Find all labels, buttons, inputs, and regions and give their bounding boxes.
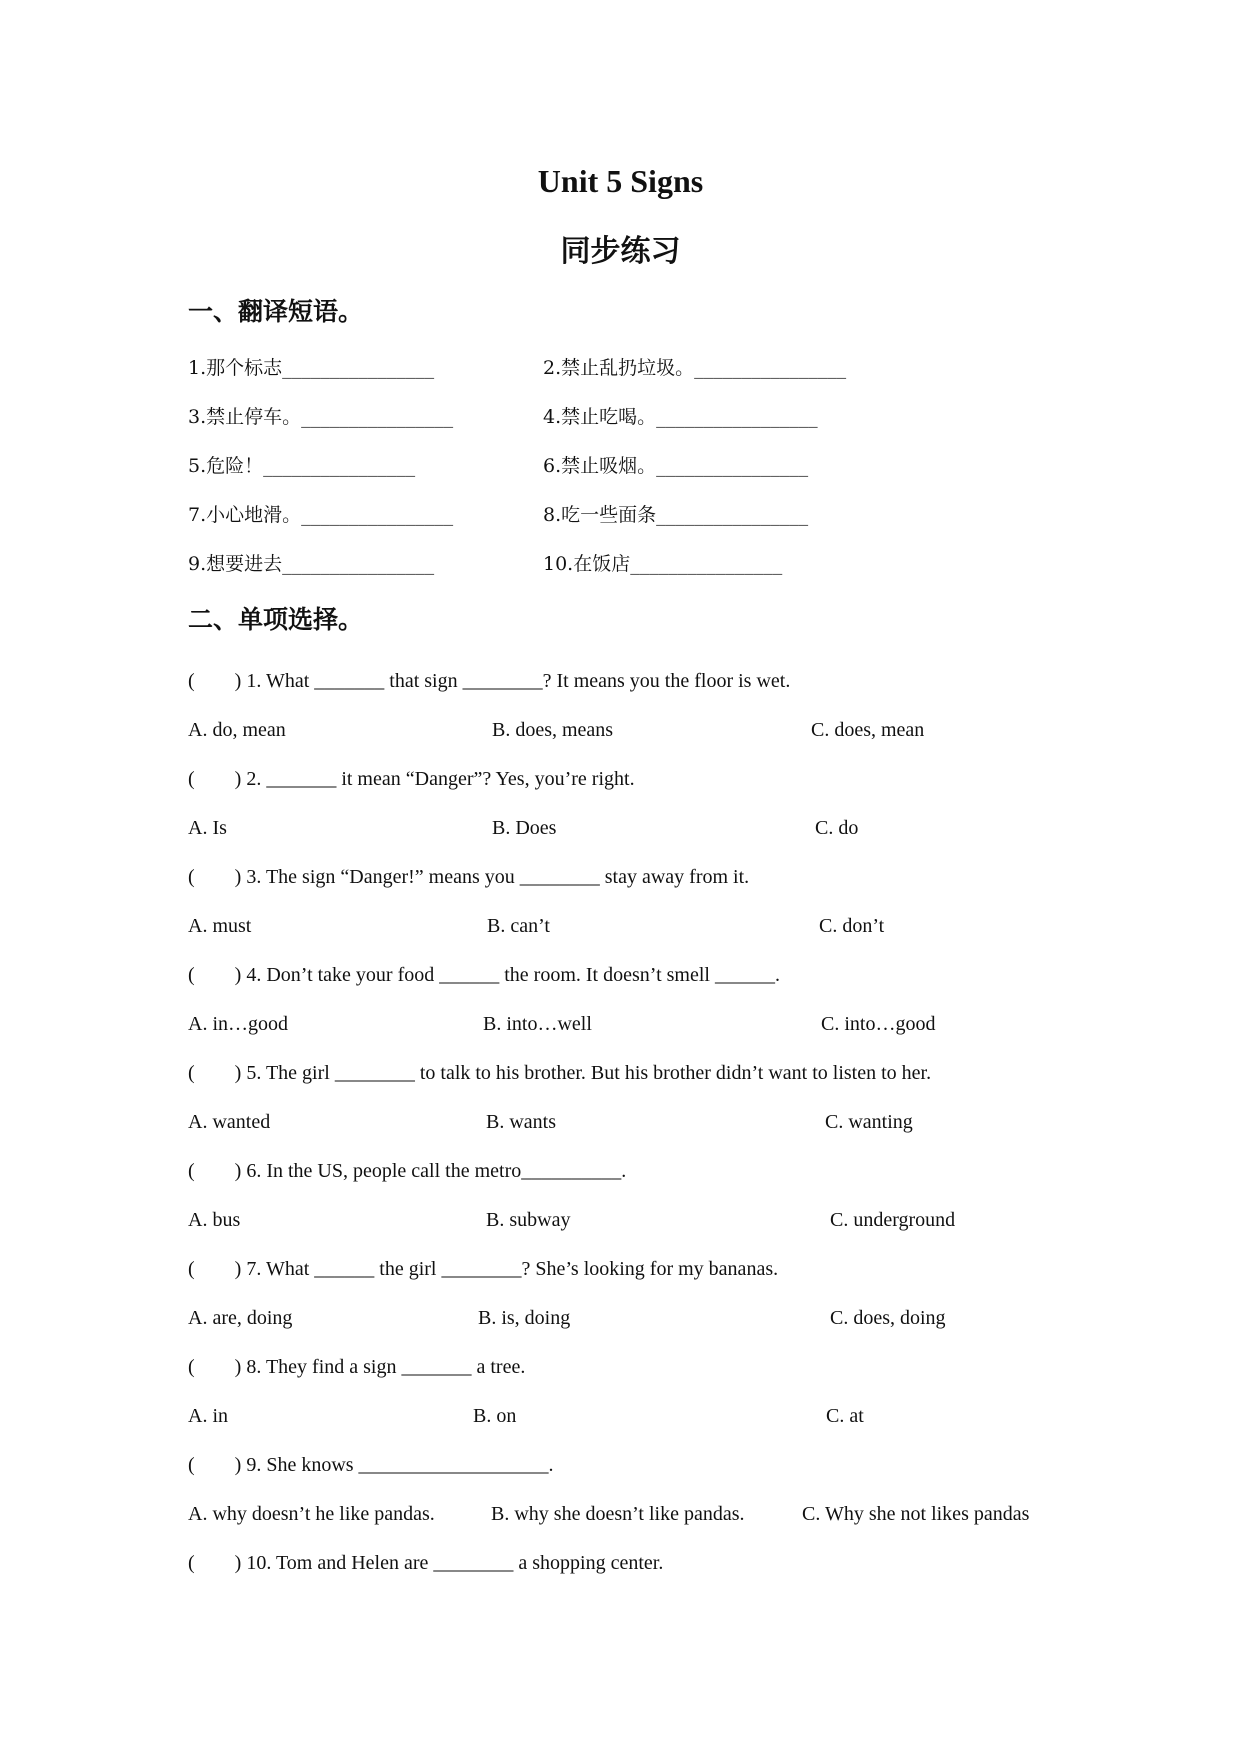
option-b: B. on [473, 1405, 517, 1427]
page-title: Unit 5 Signs [537, 163, 704, 199]
question-stem: ( ) 2. _______ it mean “Danger”? Yes, you’re right. [188, 768, 635, 790]
question-stem: ( ) 6. In the US, people call the metro__________. [188, 1160, 627, 1182]
option-b: B. is, doing [478, 1307, 571, 1329]
option-b: B. does, means [492, 719, 614, 741]
option-b: B. subway [486, 1209, 571, 1231]
phrase-item: 1.那个标志________________ [188, 357, 435, 379]
option-c: C. into…good [821, 1013, 936, 1035]
option-a: A. are, doing [188, 1307, 293, 1329]
phrase-item: 4.禁止吃喝。_________________ [543, 406, 818, 428]
phrase-item: 6.禁止吸烟。________________ [543, 455, 809, 477]
question-stem: ( ) 10. Tom and Helen are ________ a shopping center. [188, 1552, 664, 1574]
phrase-item: 7.小心地滑。________________ [188, 504, 454, 526]
phrase-item: 3.禁止停车。________________ [188, 406, 454, 428]
phrase-item: 8.吃一些面条________________ [543, 504, 809, 526]
option-a: A. do, mean [188, 719, 286, 741]
option-b: B. into…well [483, 1013, 592, 1035]
option-c: C. don’t [819, 915, 885, 937]
question-stem: ( ) 1. What _______ that sign ________? It means you the floor is wet. [188, 670, 791, 692]
option-c: C. does, mean [811, 719, 925, 741]
phrase-item: 2.禁止乱扔垃圾。________________ [543, 357, 847, 379]
option-a: A. must [188, 915, 252, 937]
option-c: C. at [826, 1405, 864, 1427]
option-b: B. Does [492, 817, 557, 839]
option-a: A. wanted [188, 1111, 271, 1133]
phrase-item: 10.在饭店________________ [543, 553, 783, 575]
option-a: A. why doesn’t he like pandas. [188, 1503, 435, 1525]
section-2-heading: 二、单项选择。 [188, 605, 364, 634]
option-b: B. wants [486, 1111, 556, 1133]
phrase-item: 9.想要进去________________ [188, 553, 435, 575]
question-stem: ( ) 5. The girl ________ to talk to his brother. But his brother didn’t want to listen to her. [188, 1062, 932, 1084]
question-stem: ( ) 9. She knows ___________________. [188, 1454, 554, 1476]
option-a: A. in [188, 1405, 228, 1427]
page-subtitle: 同步练习 [560, 234, 681, 269]
option-a: A. Is [188, 817, 227, 839]
question-stem: ( ) 4. Don’t take your food ______ the room. It doesn’t smell ______. [188, 964, 780, 986]
option-a: A. in…good [188, 1013, 288, 1035]
option-b: B. can’t [487, 915, 550, 937]
question-stem: ( ) 8. They find a sign _______ a tree. [188, 1356, 526, 1378]
question-stem: ( ) 3. The sign “Danger!” means you ________ stay away from it. [188, 866, 750, 888]
section-1-heading: 一、翻译短语。 [188, 297, 364, 326]
option-c: C. do [815, 817, 859, 839]
option-b: B. why she doesn’t like pandas. [491, 1503, 745, 1525]
option-c: C. wanting [825, 1111, 913, 1133]
option-c: C. does, doing [830, 1307, 946, 1329]
question-stem: ( ) 7. What ______ the girl ________? She’s looking for my bananas. [188, 1258, 779, 1280]
option-c: C. Why she not likes pandas [802, 1503, 1030, 1525]
phrase-item: 5.危险！________________ [188, 455, 416, 477]
option-c: C. underground [830, 1209, 956, 1231]
option-a: A. bus [188, 1209, 241, 1231]
